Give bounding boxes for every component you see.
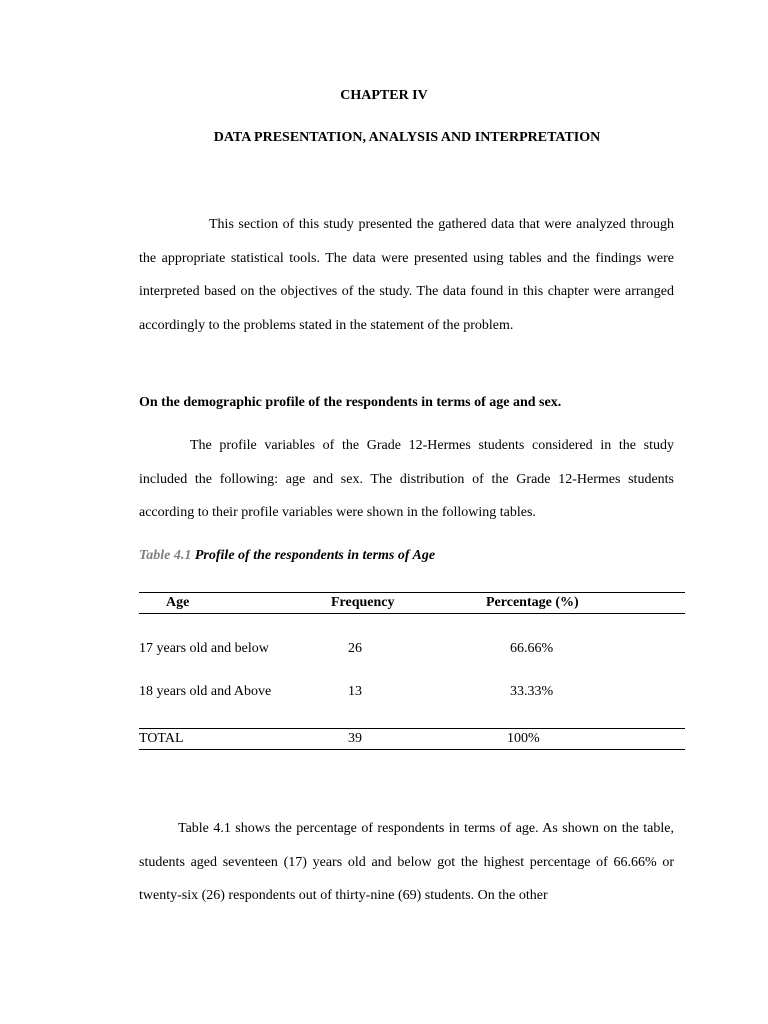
chapter-number: CHAPTER IV	[340, 88, 428, 103]
row-2-age: 18 years old and Above	[139, 684, 272, 699]
chapter-title: DATA PRESENTATION, ANALYSIS AND INTERPRETATION	[213, 130, 601, 145]
row-1-percentage: 66.66%	[510, 641, 554, 656]
table-top-rule	[139, 592, 685, 593]
header-frequency: Frequency	[331, 595, 395, 610]
table-total-rule	[139, 728, 685, 729]
table-header-rule	[139, 613, 685, 614]
section-heading: On the demographic profile of the respondents in terms of age and sex.	[139, 395, 562, 410]
row-1-age: 17 years old and below	[139, 641, 269, 656]
table-bottom-rule	[139, 749, 685, 750]
total-frequency: 39	[348, 731, 362, 746]
analysis-paragraph: Table 4.1 shows the percentage of respondents in terms of age. As shown on the table, students aged seventeen (17) years old and below got the highest percentage of 66.66% or twenty-six (26) respondents out of thirty-nine (69) students. On the other	[139, 821, 674, 903]
header-percentage: Percentage (%)	[486, 595, 579, 610]
profile-paragraph: The profile variables of the Grade 12-Hermes students considered in the study included the following: age and sex. The distribution of the Grade 12-Hermes students according to their profile variables were shown in the following tables.	[139, 438, 674, 520]
table-caption-text: Profile of the respondents in terms of Age	[194, 548, 436, 563]
header-age: Age	[166, 595, 190, 610]
row-1-frequency: 26	[348, 641, 362, 656]
table-caption-label: Table 4.1	[139, 548, 192, 563]
intro-paragraph: This section of this study presented the gathered data that were analyzed through the appropriate statistical tools. The data were presented using tables and the findings were interpreted based on the objectives of the study. The data found in this chapter were arranged accordingly to the problems stated in the statement of the problem.	[139, 217, 674, 333]
row-2-frequency: 13	[348, 684, 362, 699]
row-2-percentage: 33.33%	[510, 684, 554, 699]
table-caption	[139, 548, 435, 564]
total-percentage: 100%	[507, 731, 540, 746]
total-label: TOTAL	[139, 731, 184, 746]
